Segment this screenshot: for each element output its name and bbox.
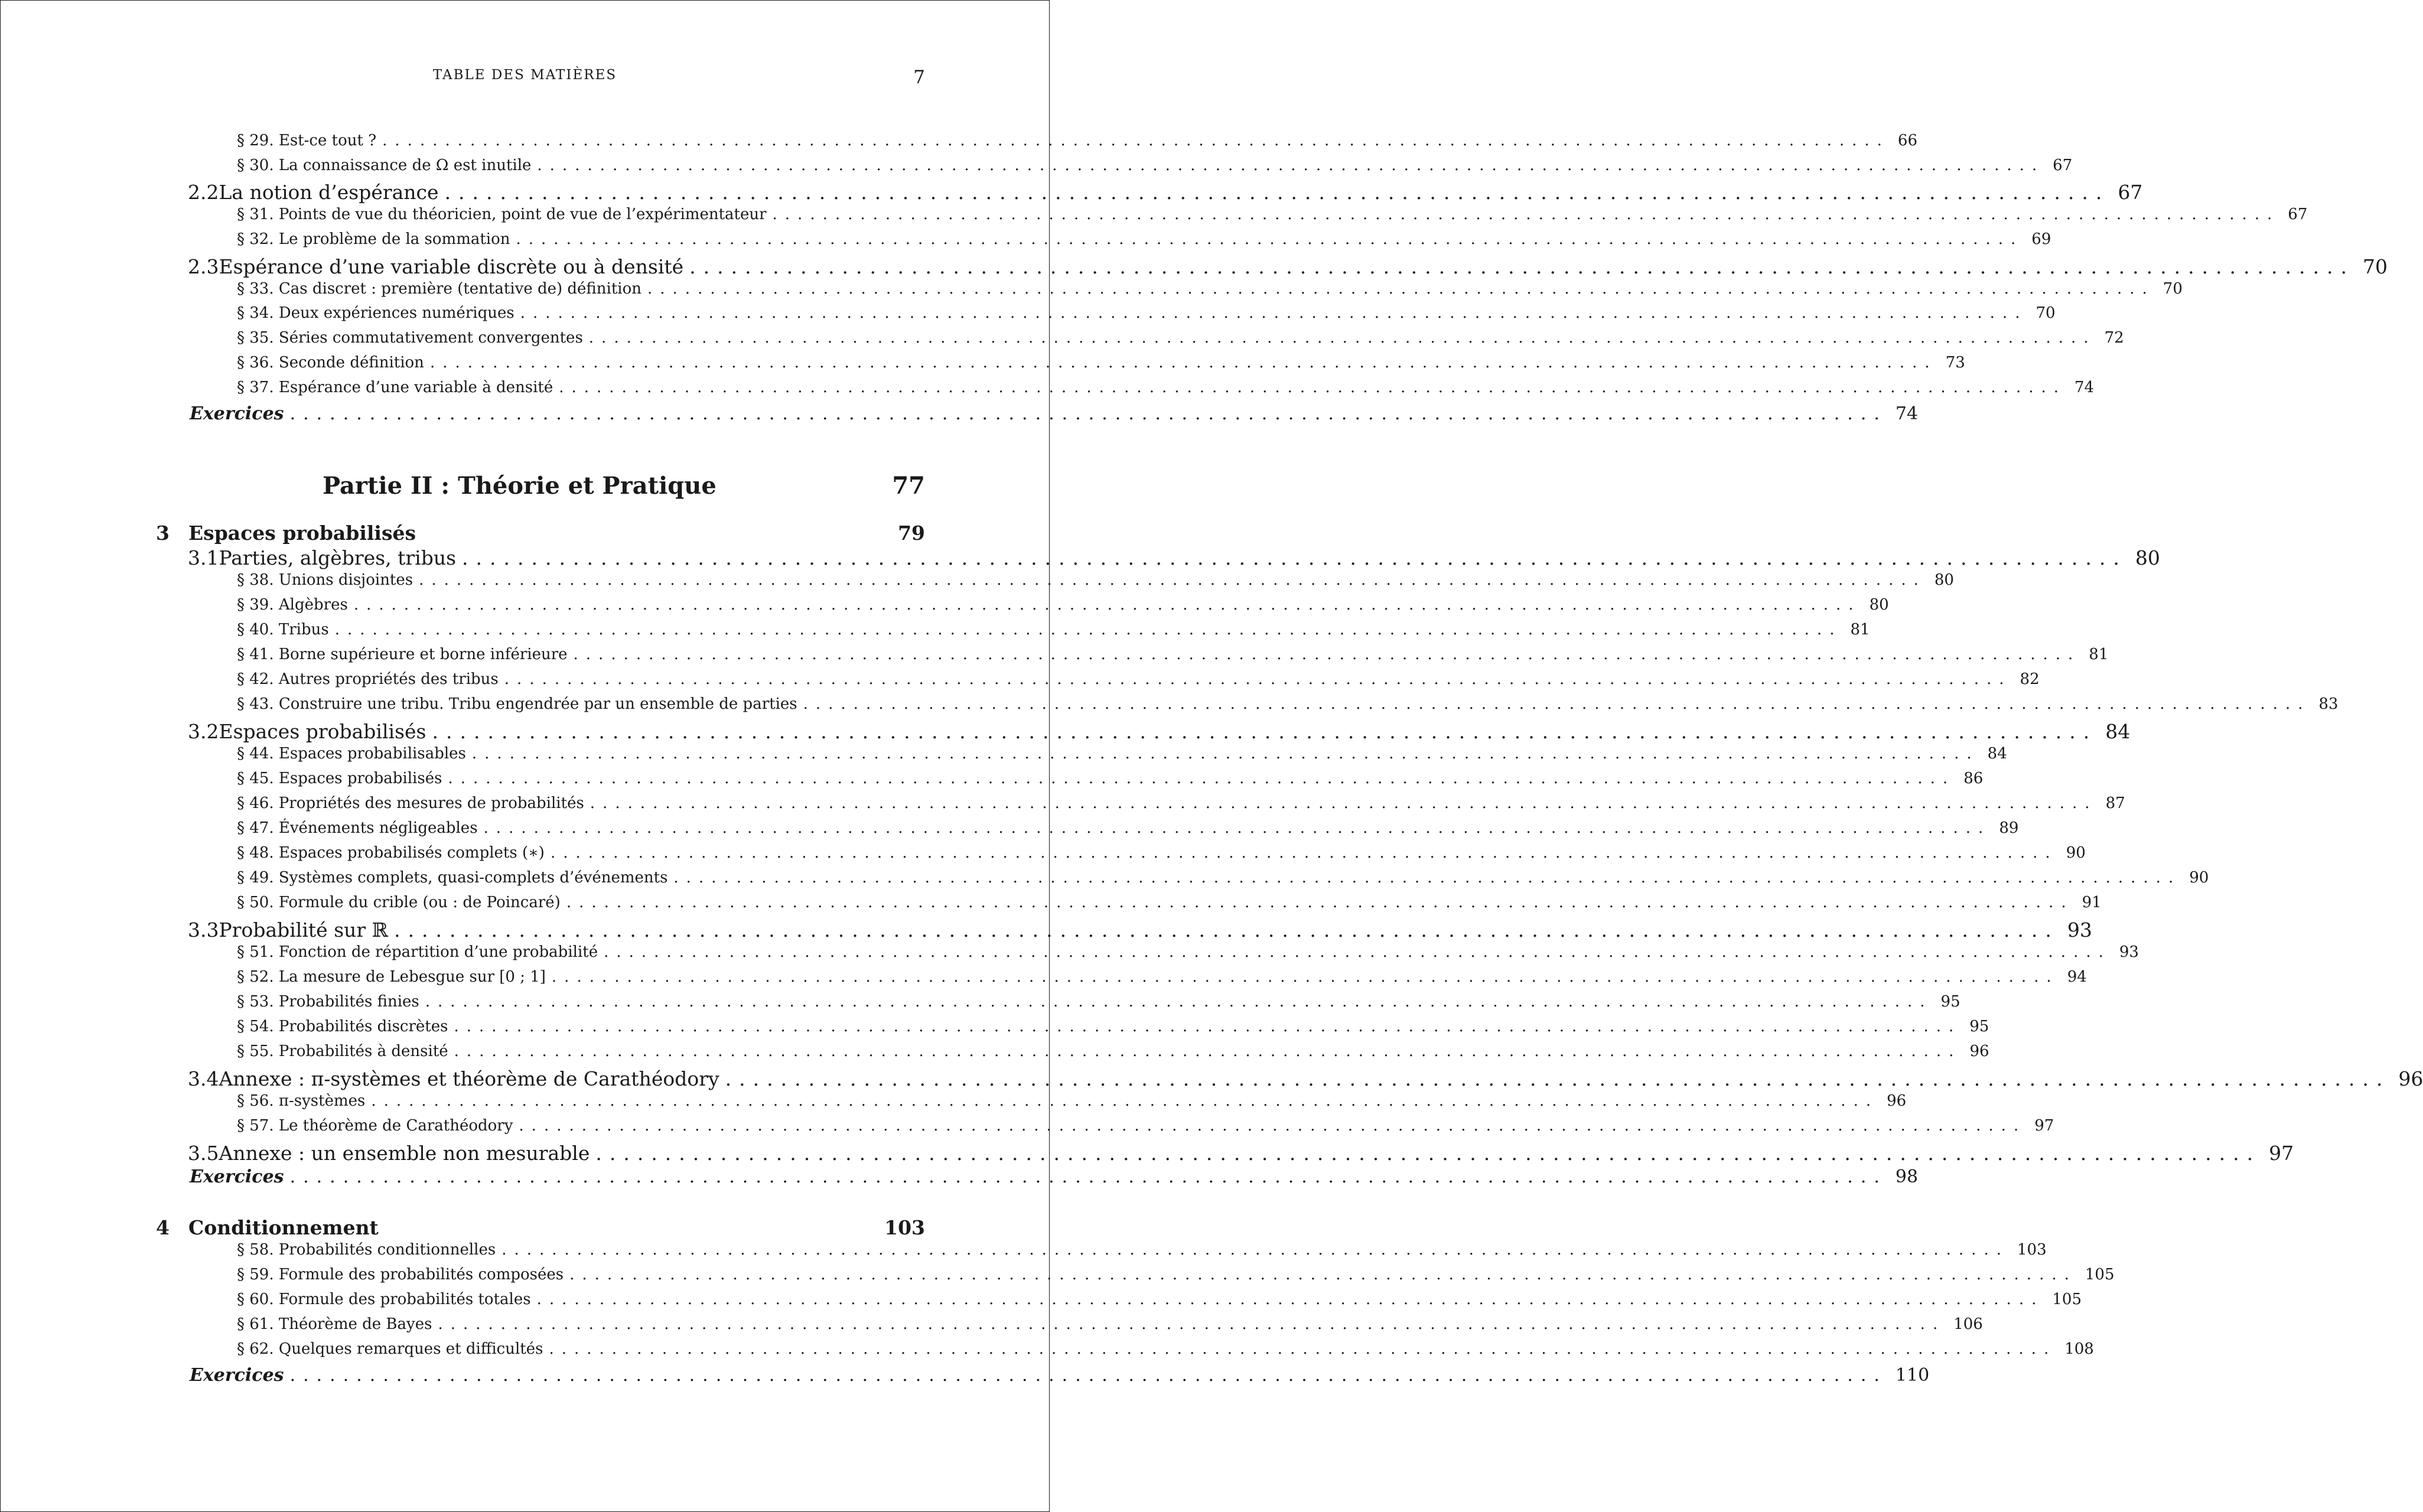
dot-leader: ........................................................................................................................ <box>520 304 2028 322</box>
dot-leader: ........................................................................................................................ <box>425 993 1933 1011</box>
toc-entry-sub[interactable] <box>1 571 1954 589</box>
toc-entry-page: 80 <box>1934 571 1954 589</box>
toc-entry-number: 3 <box>156 522 170 545</box>
toc-entry-page: 91 <box>2082 894 2102 911</box>
toc-entry-title: La notion d’espérance <box>219 181 439 204</box>
dot-leader: ........................................................................................................................ <box>595 1142 2261 1165</box>
toc-entry-title: § 44. Espaces probabilisables <box>237 745 466 762</box>
toc-entry-sub[interactable] <box>1 304 2056 322</box>
toc-entry-number: 4 <box>156 1216 170 1239</box>
toc-entry-page: 74 <box>1895 403 1919 424</box>
toc-entry-page: 79 <box>898 522 925 545</box>
toc-entry-title: Partie II : Théorie et Pratique <box>323 472 717 500</box>
toc-entry-page: 80 <box>1869 596 1889 614</box>
toc-entry-page: 95 <box>1940 993 1960 1011</box>
toc-entry-page: 110 <box>1895 1365 1930 1386</box>
toc-entry-page: 84 <box>2105 720 2131 743</box>
toc-entry-title: § 56. π-systèmes <box>237 1092 366 1110</box>
dot-leader: ........................................................................................................................ <box>803 695 2311 713</box>
dot-leader: ........................................................................................................................ <box>394 918 2059 941</box>
toc-entry-page: 69 <box>2031 230 2051 248</box>
dot-leader: ........................................................................................................................ <box>454 1018 1962 1035</box>
toc-entry-sub[interactable] <box>1 280 2183 298</box>
toc-entry-sub[interactable] <box>1 819 2019 837</box>
toc-entry-page: 93 <box>2119 943 2139 961</box>
toc-entry-page: 90 <box>2066 844 2086 862</box>
dot-leader: ........................................................................................................................ <box>462 546 2127 569</box>
toc-entry-title: § 42. Autres propriétés des tribus <box>237 670 499 688</box>
toc-entry-title: § 30. La connaissance de Ω est inutile <box>237 157 532 174</box>
toc-entry-title: § 33. Cas discret : première (tentative de) définition <box>237 280 642 298</box>
toc-entry-ex[interactable] <box>1 1166 1919 1187</box>
toc-entry-page: 67 <box>2118 181 2143 204</box>
dot-leader: ........................................................................................................................ <box>725 1067 2391 1090</box>
toc-entry-page: 97 <box>2034 1117 2054 1135</box>
toc-entry-sec[interactable] <box>1 546 2160 569</box>
toc-entry-sub[interactable] <box>1 1340 2094 1358</box>
dot-leader: ........................................................................................................................ <box>604 943 2111 961</box>
toc-entry-sec[interactable] <box>1 918 2092 941</box>
toc-entry-page: 66 <box>1897 132 1918 149</box>
toc-entry-sub[interactable] <box>1 1291 2082 1308</box>
toc-entry-sub[interactable] <box>1 354 1965 372</box>
toc-entry-sub[interactable] <box>1 596 1889 614</box>
toc-entry-number: 3.2 <box>188 720 219 743</box>
toc-entry-title: Conditionnement <box>188 1216 379 1239</box>
toc-entry-page: 80 <box>2135 546 2160 569</box>
toc-entry-sub[interactable] <box>1 794 2125 812</box>
toc-entry-sub[interactable] <box>1 329 2124 347</box>
toc-entry-title: § 61. Théorème de Bayes <box>237 1315 432 1333</box>
toc-entry-title: § 55. Probabilités à densité <box>237 1042 448 1060</box>
toc-entry-sub[interactable] <box>1 844 2086 862</box>
toc-entry-ex[interactable] <box>1 403 1919 424</box>
toc-entry-title: Parties, algèbres, tribus <box>219 546 457 569</box>
dot-leader: ........................................................................................................................ <box>289 1365 1887 1386</box>
toc-entry-page: 81 <box>2089 646 2109 663</box>
dot-leader: ........................................................................................................................ <box>353 596 1861 614</box>
toc-entry-page: 103 <box>884 1216 925 1239</box>
toc-entry-title: Espérance d’une variable discrète ou à densité <box>219 255 684 278</box>
toc-entry-sub[interactable] <box>1 132 1918 149</box>
toc-entry-page: 96 <box>1887 1092 1907 1110</box>
toc-entry-page: 84 <box>1987 745 2007 762</box>
toc-entry-title: § 58. Probabilités conditionnelles <box>237 1241 496 1259</box>
toc-entry-title: § 53. Probabilités finies <box>237 993 419 1011</box>
toc-entry-number: 3.5 <box>188 1142 219 1165</box>
toc-entry-page: 67 <box>2053 157 2073 174</box>
toc-entry-sec[interactable] <box>1 181 2143 204</box>
toc-entry-page: 94 <box>2067 968 2087 986</box>
toc-entry-sub[interactable] <box>1 1315 1983 1333</box>
toc-entry-number: 3.1 <box>188 546 219 569</box>
toc-entry-page: 73 <box>1945 354 1965 372</box>
toc-entry-sub[interactable] <box>1 1266 2115 1283</box>
toc-entry-page: 89 <box>1999 819 2019 837</box>
toc-entry-page: 86 <box>1963 770 1984 787</box>
dot-leader: ........................................................................................................................ <box>438 1315 1946 1333</box>
toc-entry-sub[interactable] <box>1 646 2109 663</box>
toc-entry-page: 106 <box>1953 1315 1983 1333</box>
dot-leader: ........................................................................................................................ <box>429 354 1937 372</box>
toc-entry-page: 87 <box>2105 794 2125 812</box>
toc-entry-title: Exercices <box>190 1365 284 1386</box>
toc-entry-title: § 40. Tribus <box>237 621 329 638</box>
toc-entry-sub[interactable] <box>1 379 2095 396</box>
toc-entry-title: Exercices <box>190 1166 284 1187</box>
dot-leader: ........................................................................................................................ <box>382 132 1890 149</box>
toc-entry-sub[interactable] <box>1 869 2209 887</box>
toc-entry-page: 105 <box>2085 1266 2115 1283</box>
dot-leader: ........................................................................................................................ <box>569 1266 2077 1283</box>
toc-entry-sub[interactable] <box>1 206 2308 223</box>
toc-entry-title: § 37. Espérance d’une variable à densité <box>237 379 553 396</box>
dot-leader: ........................................................................................................................ <box>371 1092 1879 1110</box>
dot-leader: ........................................................................................................................ <box>689 255 2354 278</box>
toc-entry-page: 77 <box>892 472 925 500</box>
dot-leader: ........................................................................................................................ <box>551 968 2059 986</box>
toc-entry-title: § 38. Unions disjointes <box>237 571 413 589</box>
toc-entry-title: § 59. Formule des probabilités composées <box>237 1266 564 1283</box>
toc-entry-number: 3.3 <box>188 918 219 941</box>
toc-entry-title: § 35. Séries commutativement convergentes <box>237 329 583 347</box>
dot-leader: ........................................................................................................................ <box>536 1291 2044 1308</box>
toc-entry-page: 74 <box>2074 379 2095 396</box>
toc-entry-sub[interactable] <box>1 1241 2047 1259</box>
dot-leader: ........................................................................................................................ <box>483 819 1991 837</box>
toc-entry-page: 97 <box>2269 1142 2294 1165</box>
dot-leader: ........................................................................................................................ <box>516 230 2024 248</box>
dot-leader: ........................................................................................................................ <box>519 1117 2027 1135</box>
dot-leader: ........................................................................................................................ <box>573 646 2081 663</box>
dot-leader: ........................................................................................................................ <box>537 157 2045 174</box>
toc-entry-page: 70 <box>2036 304 2056 322</box>
toc-entry-page: 90 <box>2189 869 2209 887</box>
toc-entry-sub[interactable] <box>1 230 2051 248</box>
toc-entry-ch[interactable] <box>1 522 925 545</box>
toc-entry-title: § 34. Deux expériences numériques <box>237 304 514 322</box>
toc-entry-title: Annexe : un ensemble non mesurable <box>219 1142 590 1165</box>
toc-entry-sub[interactable] <box>1 157 2073 174</box>
dot-leader: ........................................................................................................................ <box>419 571 1926 589</box>
toc-entry-page: 67 <box>2288 206 2308 223</box>
dot-leader: ........................................................................................................................ <box>673 869 2181 887</box>
toc-entry-title: § 62. Quelques remarques et difficultés <box>237 1340 543 1358</box>
toc-entry-sub[interactable] <box>1 968 2087 986</box>
toc-entry-title: § 41. Borne supérieure et borne inférieure <box>237 646 568 663</box>
toc-entry-page: 95 <box>1969 1018 1989 1035</box>
toc-entry-page: 70 <box>2362 255 2388 278</box>
toc-entry-title: § 57. Le théorème de Carathéodory <box>237 1117 513 1135</box>
dot-leader: ........................................................................................................................ <box>504 670 2012 688</box>
toc-entry-ch[interactable] <box>1 1216 925 1239</box>
dot-leader: ........................................................................................................................ <box>559 379 2067 396</box>
dot-leader: ........................................................................................................................ <box>289 403 1887 424</box>
toc-entry-page: 103 <box>2017 1241 2047 1259</box>
toc-entry-title: § 46. Propriétés des mesures de probabilités <box>237 794 584 812</box>
toc-entry-sub[interactable] <box>1 1117 2054 1135</box>
toc-entry-title: Espaces probabilisés <box>219 720 426 743</box>
toc-entry-page: 105 <box>2052 1291 2082 1308</box>
toc-entry-sub[interactable] <box>1 1042 1989 1060</box>
toc-entry-sub[interactable] <box>1 695 2339 713</box>
toc-entry-title: § 31. Points de vue du théoricien, point de vue de l’expérimentateur <box>237 206 767 223</box>
toc-entry-page: 83 <box>2318 695 2339 713</box>
toc-entry-title: § 32. Le problème de la sommation <box>237 230 510 248</box>
toc-entry-title: § 48. Espaces probabilisés complets (∗) <box>237 844 545 862</box>
toc-entry-page: 82 <box>2020 670 2040 688</box>
toc-entry-sec[interactable] <box>1 1142 2294 1165</box>
dot-leader: ........................................................................................................................ <box>432 720 2098 743</box>
dot-leader: ........................................................................................................................ <box>501 1241 2009 1259</box>
toc-entry-sub[interactable] <box>1 1092 1907 1110</box>
dot-leader: ........................................................................................................................ <box>590 794 2098 812</box>
toc-entry-page: 98 <box>1895 1166 1919 1187</box>
toc-entry-number: 2.2 <box>188 181 219 204</box>
dot-leader: ........................................................................................................................ <box>647 280 2155 298</box>
toc-entry-title: § 51. Fonction de répartition d’une probabilité <box>237 943 598 961</box>
toc-entry-page: 96 <box>1969 1042 1989 1060</box>
toc-entry-title: § 50. Formule du crible (ou : de Poincaré) <box>237 894 561 911</box>
toc-entry-page: 81 <box>1850 621 1870 638</box>
toc-entry-page: 93 <box>2067 918 2092 941</box>
dot-leader: ........................................................................................................................ <box>588 329 2096 347</box>
toc-entry-page: 70 <box>2163 280 2183 298</box>
dot-leader: ........................................................................................................................ <box>289 1166 1887 1187</box>
toc-entry-sec[interactable] <box>1 1067 2423 1090</box>
toc-entry-title: Espaces probabilisés <box>188 522 416 545</box>
toc-entry-part[interactable] <box>1 472 925 500</box>
toc-entry-title: § 60. Formule des probabilités totales <box>237 1291 531 1308</box>
toc-entry-title: § 52. La mesure de Lebesgue sur [0 ; 1] <box>237 968 546 986</box>
toc-entry-title: Probabilité sur ℝ <box>219 918 389 941</box>
toc-entry-title: § 54. Probabilités discrètes <box>237 1018 448 1035</box>
toc-entry-title: § 45. Espaces probabilisés <box>237 770 442 787</box>
toc-entry-title: § 36. Seconde définition <box>237 354 424 372</box>
toc-entry-number: 2.3 <box>188 255 219 278</box>
toc-entry-sub[interactable] <box>1 670 2040 688</box>
toc-entry-sub[interactable] <box>1 621 1870 638</box>
running-header-title: TABLE DES MATIÈRES <box>432 67 617 83</box>
dot-leader: ........................................................................................................................ <box>454 1042 1962 1060</box>
toc-entry-title: Annexe : π-systèmes et théorème de Carathéodory <box>219 1067 719 1090</box>
toc-entry-sub[interactable] <box>1 1018 1989 1035</box>
toc-entry-title: § 47. Événements négligeables <box>237 819 478 837</box>
toc-entry-ex[interactable] <box>1 1365 1930 1386</box>
dot-leader: ........................................................................................................................ <box>566 894 2074 911</box>
toc-entry-sub[interactable] <box>1 993 1960 1011</box>
toc-entry-page: 72 <box>2104 329 2124 347</box>
dot-leader: ........................................................................................................................ <box>444 181 2110 204</box>
dot-leader: ........................................................................................................................ <box>550 844 2058 862</box>
toc-entry-sub[interactable] <box>1 745 2007 762</box>
dot-leader: ........................................................................................................................ <box>772 206 2280 223</box>
toc-entry-sub[interactable] <box>1 894 2102 911</box>
toc-entry-page: 108 <box>2064 1340 2094 1358</box>
toc-entry-title: § 29. Est-ce tout ? <box>237 132 377 149</box>
toc-entry-page: 96 <box>2398 1067 2423 1090</box>
toc-entry-title: § 43. Construire une tribu. Tribu engendrée par un ensemble de parties <box>237 695 797 713</box>
toc-entry-title: § 39. Algèbres <box>237 596 348 614</box>
dot-leader: ........................................................................................................................ <box>471 745 1979 762</box>
running-header-page-number: 7 <box>913 67 925 88</box>
dot-leader: ........................................................................................................................ <box>448 770 1956 787</box>
dot-leader: ........................................................................................................................ <box>549 1340 2057 1358</box>
toc-entry-sec[interactable] <box>1 720 2131 743</box>
toc-entry-title: Exercices <box>190 403 284 424</box>
toc-entry-title: § 49. Systèmes complets, quasi-complets d’événements <box>237 869 668 887</box>
dot-leader: ........................................................................................................................ <box>334 621 1842 638</box>
toc-entry-sub[interactable] <box>1 770 1984 787</box>
toc-entry-sub[interactable] <box>1 943 2139 961</box>
toc-entry-number: 3.4 <box>188 1067 219 1090</box>
toc-entry-sec[interactable] <box>1 255 2388 278</box>
